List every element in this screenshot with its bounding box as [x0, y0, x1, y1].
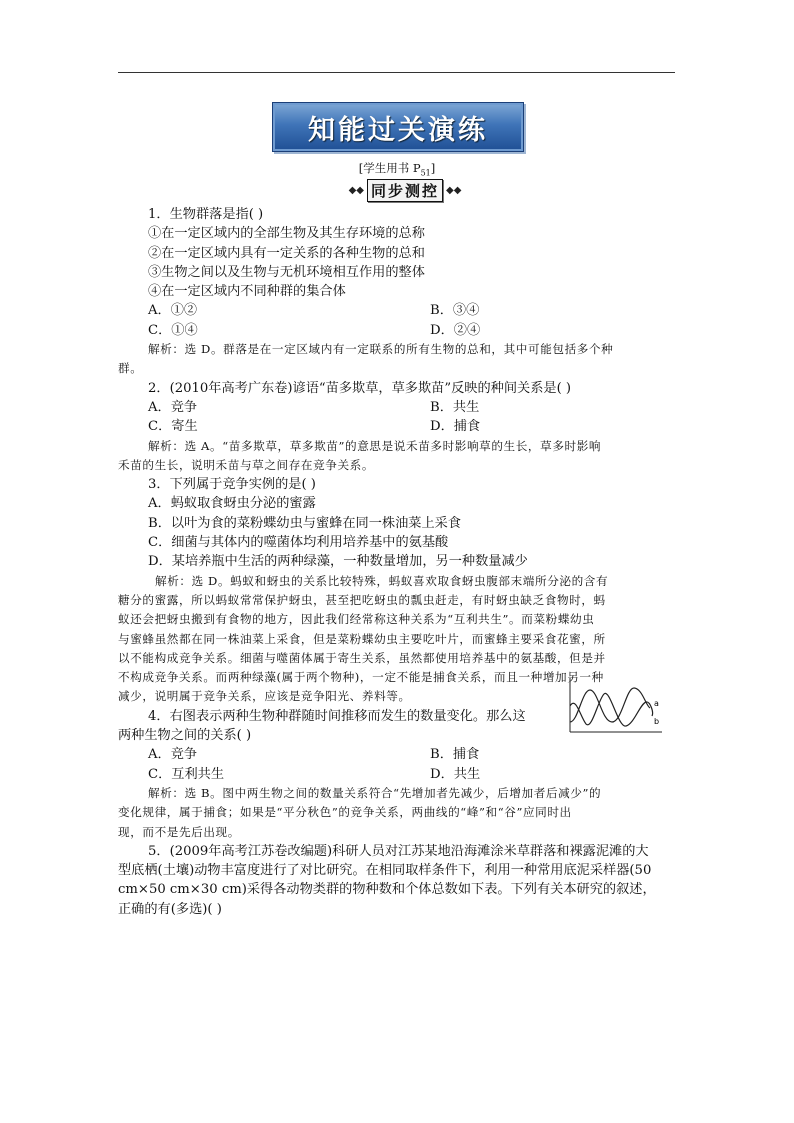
section-title: 同步测控: [367, 179, 443, 202]
q4-stem: 两种生物之间的关系( ): [118, 728, 252, 744]
q1-options-row: [118, 321, 675, 340]
q3-explanation: 与蜜蜂虽然都在同一株油菜上采食，但是菜粉蝶幼虫主要吃叶片，而蜜蜂主要采食花蜜，所: [118, 631, 606, 646]
q1-options-row: [118, 301, 675, 320]
q2-explanation: 解析：选 A。“苗多欺草，草多欺苗”的意思是说禾苗多时影响草的生长，草多时影响: [148, 438, 602, 453]
q1-option-a: A．①②: [148, 303, 198, 319]
diamond-icon: ◆◆: [348, 184, 364, 196]
q1-item: ④在一定区域内不同种群的集合体: [148, 284, 346, 300]
q4-option-b: B．捕食: [430, 747, 480, 763]
q3-option-a: A．蚂蚁取食蚜虫分泌的蜜露: [148, 496, 316, 512]
q4-option-a: A．竞争: [148, 747, 198, 763]
q2-option-c: C．寄生: [148, 419, 198, 435]
banner-title: 知能过关演练: [308, 114, 488, 146]
q1-item: ①在一定区域内的全部生物及其生存环境的总称: [148, 226, 425, 242]
section-header: [330, 179, 480, 201]
q3-explanation: 减少，说明属于竞争关系，应该是竞争阳光、养料等。: [118, 689, 411, 704]
q3-stem: 3．下列属于竞争实例的是( ): [148, 477, 316, 493]
q4-option-c: C．互利共生: [148, 766, 225, 782]
q4-explanation: 解析：选 B。图中两生物之间的数量关系符合“先增加者先减少，后增加者后减少”的: [148, 785, 602, 800]
population-graph: [562, 676, 672, 736]
q3-option-c: C．细菌与其体内的噬菌体均利用培养基中的氨基酸: [148, 535, 449, 551]
q3-option-b: B．以叶为食的菜粉蝶幼虫与蜜蜂在同一株油菜上采食: [148, 515, 462, 531]
q1-option-c: C．①④: [148, 322, 198, 338]
q5-stem: cm×50 cm×30 cm)采得各动物类群的物种数和个体总数如下表。下列有关本研究的叙述，: [118, 882, 656, 898]
q1-option-b: B．③④: [430, 303, 480, 319]
q2-options-row: [118, 398, 675, 417]
title-banner: [272, 102, 524, 152]
q2-option-a: A．竞争: [148, 399, 198, 415]
q3-explanation: 以不能构成竞争关系。细菌与噬菌体属于寄生关系，虽然都使用培养基中的氨基酸，但是并: [118, 650, 606, 665]
top-rule: [118, 72, 675, 73]
q1-item: ②在一定区域内具有一定关系的各种生物的总和: [148, 245, 425, 261]
q2-options-row: [118, 417, 675, 436]
q3-explanation: 解析：选 D。蚂蚁和蚜虫的关系比较特殊，蚂蚁喜欢取食蚜虫腹部末端所分泌的含有: [155, 573, 609, 588]
q4-options-row: [118, 765, 675, 784]
q4-option-d: D．共生: [430, 766, 481, 782]
q4-options-row: [118, 745, 675, 764]
q4-explanation: 变化规律，属于捕食；如果是“平分秋色”的竞争关系，两曲线的“峰”和“谷”应同时出: [118, 805, 572, 820]
q4-stem: 4．右图表示两种生物种群随时间推移而发生的数量变化。那么这: [148, 708, 526, 724]
q4-explanation: 现，而不是先后出现。: [118, 824, 240, 839]
q5-stem: 正确的有(多选)( ): [118, 901, 222, 917]
q1-option-d: D．②④: [430, 322, 481, 338]
question-content: [118, 205, 675, 919]
q1-stem: 1．生物群落是指( ): [148, 207, 264, 222]
curve-b: [570, 693, 653, 726]
q3-explanation: 不构成竞争关系。而两种绿藻(属于两个物种)，一定不能是捕食关系，而且一种增加另一种: [118, 670, 604, 685]
curve-b-label: b: [654, 717, 660, 726]
q5-stem: 5．(2009年高考江苏卷改编题)科研人员对江苏某地沿海滩涂米草群落和裸露泥滩的大: [148, 843, 649, 859]
q1-explanation: 群。: [118, 361, 143, 376]
q3-explanation: 糖分的蜜露，所以蚂蚁常常保护蚜虫，甚至把吃蚜虫的瓢虫赶走，有时蚜虫缺乏食物时，蚂: [118, 592, 606, 607]
q1-item: ③生物之间以及生物与无机环境相互作用的整体: [148, 264, 425, 280]
q1-explanation: 解析：选 D。群落是在一定区域内有一定联系的所有生物的总和，其中可能包括多个种: [148, 342, 614, 357]
q2-option-b: B．共生: [430, 399, 480, 415]
diamond-icon: ◆◆: [446, 184, 462, 196]
q5-stem: 型底栖(土壤)动物丰富度进行了对比研究。在相同取样条件下，利用一种常用底泥采样器(50: [118, 863, 652, 879]
ref-prefix: [学生用书 P: [358, 161, 421, 175]
textbook-reference: [0, 160, 794, 177]
q3-option-d: D．某培养瓶中生活的两种绿藻，一种数量增加，另一种数量减少: [148, 554, 528, 570]
q3-explanation: 蚁还会把蚜虫搬到有食物的地方，因此我们经常称这种关系为“互利共生”。而菜粉蝶幼虫: [118, 612, 595, 627]
q2-explanation: 禾苗的生长，说明禾苗与草之间存在竞争关系。: [118, 457, 375, 472]
ref-suffix: ]: [430, 161, 436, 175]
ref-page: 51: [420, 168, 431, 178]
q2-stem: 2．(2010年高考广东卷)谚语“苗多欺草，草多欺苗”反映的种间关系是( ): [148, 380, 572, 396]
curve-a-label: a: [654, 699, 659, 708]
q2-option-d: D．捕食: [430, 419, 481, 435]
